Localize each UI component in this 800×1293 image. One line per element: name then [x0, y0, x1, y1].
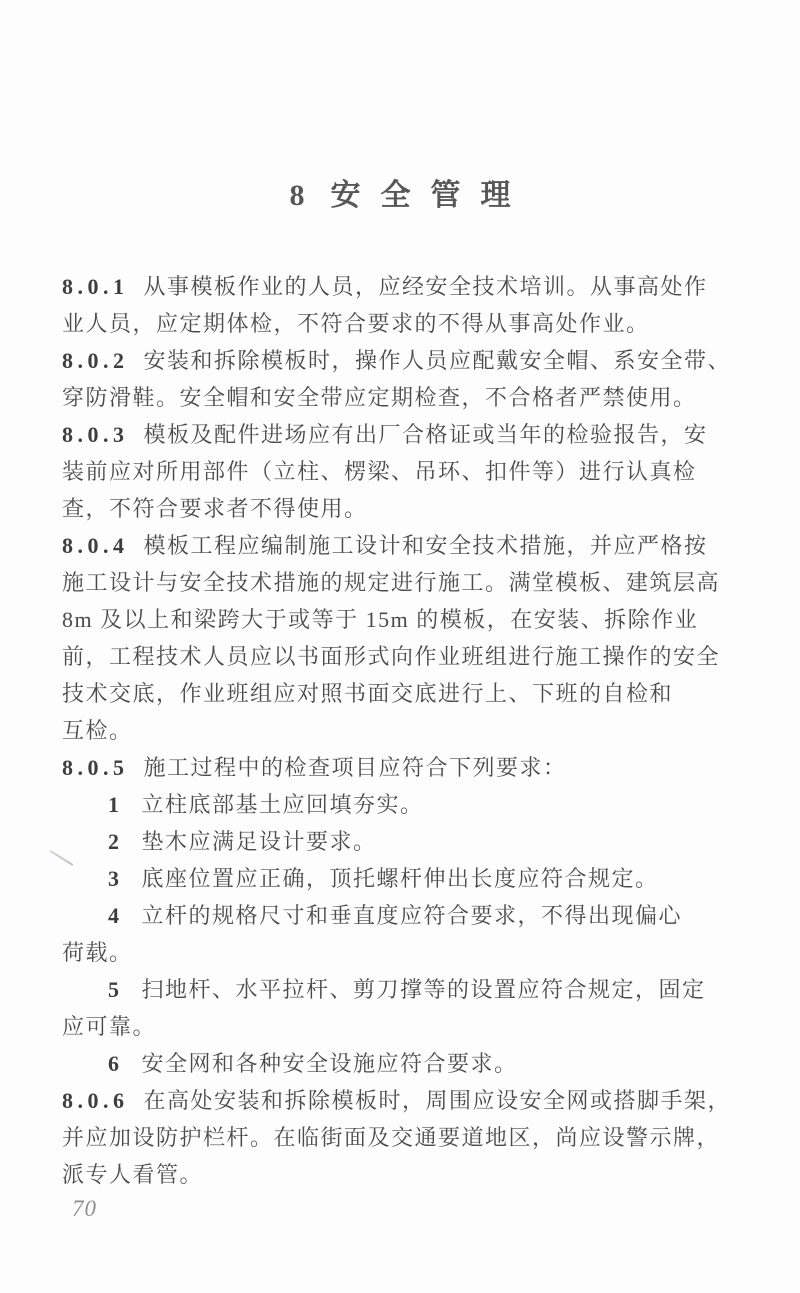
- line-text: 底座位置应正确，顶托螺杆伸出长度应符合规定。: [141, 866, 659, 891]
- text-line: 技术交底，作业班组应对照书面交底进行上、下班的自检和: [62, 681, 674, 706]
- section-8.0.3: [62, 416, 738, 527]
- section-8.0.1: [62, 268, 738, 342]
- list-item-6: [62, 1045, 738, 1082]
- line-text: 施工过程中的检查项目应符合下列要求：: [143, 755, 567, 780]
- item-number: 1: [108, 792, 121, 817]
- text-line: [62, 897, 738, 934]
- line-text: 垫木应满足设计要求。: [141, 829, 377, 854]
- line-text: 从事模板作业的人员，应经安全技术培训。从事高处作: [143, 274, 708, 299]
- section-8.0.6: [62, 1082, 738, 1193]
- item-number: 3: [108, 866, 121, 891]
- item-number: 2: [108, 829, 121, 854]
- list-item-4: [62, 897, 738, 971]
- section-number: 8.0.5: [62, 755, 129, 780]
- text-line: [62, 860, 738, 897]
- section-number: 8.0.6: [62, 1088, 129, 1113]
- text-line: 8m 及以上和梁跨大于或等于 15m 的模板，在安装、拆除作业: [62, 607, 699, 632]
- line-text: 安全网和各种安全设施应符合要求。: [141, 1051, 518, 1076]
- text-line: 前，工程技术人员应以书面形式向作业班组进行施工操作的安全: [62, 644, 721, 669]
- text-line: 业人员，应定期体检，不符合要求的不得从事高处作业。: [62, 311, 650, 336]
- text-line: [62, 342, 738, 379]
- chapter-name: 安全管理: [330, 179, 531, 212]
- section-number: 8.0.2: [62, 348, 129, 373]
- page-number: 70: [72, 1196, 97, 1221]
- line-text: 扫地杆、水平拉杆、剪刀撑等的设置应符合规定，固定: [141, 977, 706, 1002]
- text-line: [62, 971, 738, 1008]
- list-item-1: [62, 786, 738, 823]
- chapter-heading: [0, 176, 800, 216]
- section-number: 8.0.3: [62, 422, 129, 447]
- line-text: 在高处安装和拆除模板时，周围应设安全网或搭脚手架，: [143, 1088, 732, 1113]
- text-line: 施工设计与安全技术措施的规定进行施工。满堂模板、建筑层高: [62, 570, 721, 595]
- section-8.0.2: [62, 342, 738, 416]
- text-line: 并应加设防护栏杆。在临街面及交通要道地区，尚应设警示牌，: [62, 1125, 721, 1150]
- text-line: 互检。: [62, 718, 133, 743]
- list-item-3: [62, 860, 738, 897]
- text-line: [62, 416, 738, 453]
- section-number: 8.0.4: [62, 533, 129, 558]
- text-line: 应可靠。: [62, 1014, 157, 1039]
- text-line: 派专人看管。: [62, 1162, 204, 1187]
- section-8.0.4: [62, 527, 738, 749]
- item-number: 5: [108, 977, 121, 1002]
- text-line: [62, 749, 738, 786]
- list-item-2: [62, 823, 738, 860]
- text-line: [62, 1082, 738, 1119]
- text-line: 穿防滑鞋。安全帽和安全带应定期检查，不合格者严禁使用。: [62, 385, 697, 410]
- chapter-number: 8: [289, 179, 305, 212]
- line-text: 模板及配件进场应有出厂合格证或当年的检验报告，安: [143, 422, 708, 447]
- text-line: 荷载。: [62, 940, 133, 965]
- line-text: 立柱底部基土应回填夯实。: [141, 792, 424, 817]
- line-text: 立杆的规格尺寸和垂直度应符合要求，不得出现偏心: [141, 903, 683, 928]
- item-number: 6: [108, 1051, 121, 1076]
- text-line: [62, 786, 738, 823]
- section-8.0.5: [62, 749, 738, 786]
- item-number: 4: [108, 903, 121, 928]
- text-line: 装前应对所用部件（立柱、楞梁、吊环、扣件等）进行认真检: [62, 459, 697, 484]
- section-number: 8.0.1: [62, 274, 129, 299]
- text-line: [62, 268, 738, 305]
- line-text: 模板工程应编制施工设计和安全技术措施，并应严格按: [143, 533, 708, 558]
- text-line: [62, 1045, 738, 1082]
- text-line: [62, 823, 738, 860]
- list-item-5: [62, 971, 738, 1045]
- content: [62, 268, 738, 1193]
- line-text: 安装和拆除模板时，操作人员应配戴安全帽、系安全带、: [143, 348, 732, 373]
- text-line: [62, 527, 738, 564]
- text-line: 查，不符合要求者不得使用。: [62, 496, 368, 521]
